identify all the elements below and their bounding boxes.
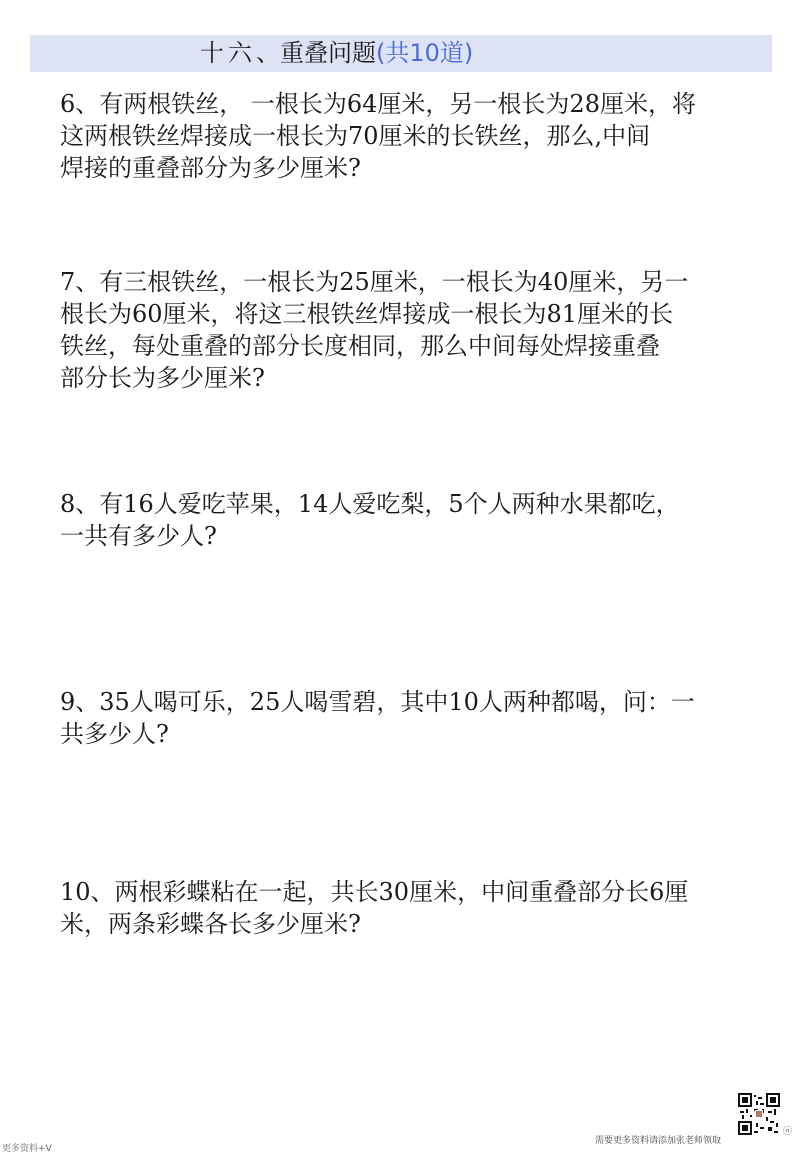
- question-count: (共10道): [376, 39, 474, 67]
- question-line: 共多少人?: [60, 720, 169, 748]
- question-line: 部分长为多少厘米?: [60, 364, 265, 392]
- question-9: [60, 686, 750, 750]
- footer-watermark-text: 更多资料+V: [2, 1144, 52, 1154]
- question-line: 米，两条彩蝶各长多少厘米?: [60, 910, 361, 938]
- qr-side-mark: ⓞ: [783, 1127, 793, 1137]
- question-10: [60, 876, 750, 940]
- question-line: 一共有多少人?: [60, 522, 217, 550]
- qr-code-icon: [738, 1093, 780, 1135]
- title-part-2: 六: [228, 39, 252, 67]
- question-line: 铁丝，每处重叠的部分长度相同，那么中间每处焊接重叠: [60, 332, 660, 360]
- question-line: 8、有16人爱吃苹果，14人爱吃梨，5个人两种水果都吃，: [60, 490, 680, 518]
- title-part-1: 十: [200, 39, 224, 67]
- title-part-4: 重叠问题: [280, 39, 376, 67]
- question-line: 6、有两根铁丝， 一根长为64厘米，另一根长为28厘米，将: [60, 90, 696, 118]
- question-7: [60, 266, 750, 394]
- question-line: 这两根铁丝焊接成一根长为70厘米的长铁丝，那么,中间: [60, 122, 651, 150]
- question-line: 9、35人喝可乐，25人喝雪碧，其中10人两种都喝，问：一: [60, 688, 695, 716]
- question-8: [60, 488, 750, 552]
- page-title: [200, 38, 473, 68]
- question-6: [60, 88, 750, 184]
- question-line: 7、有三根铁丝，一根长为25厘米，一根长为40厘米，另一: [60, 268, 689, 296]
- question-line: 根长为60厘米，将这三根铁丝焊接成一根长为81厘米的长: [60, 300, 674, 328]
- title-part-3: 、: [256, 39, 280, 67]
- question-line: 焊接的重叠部分为多少厘米?: [60, 154, 361, 182]
- footer-contact-text: 需要更多资料请添加张老师领取: [595, 1136, 722, 1146]
- question-line: 10、两根彩蝶粘在一起，共长30厘米，中间重叠部分长6厘: [60, 878, 689, 906]
